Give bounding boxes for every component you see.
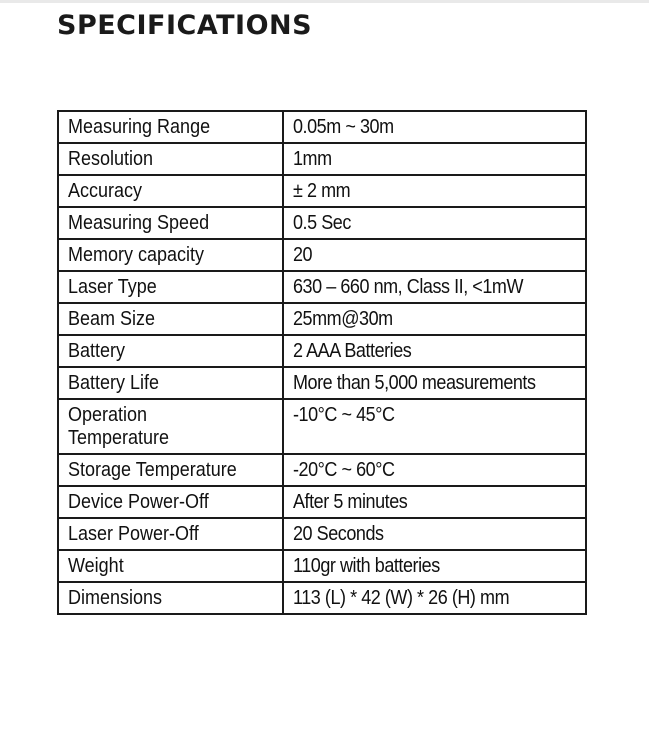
table-row — [58, 207, 586, 239]
specifications-table-body — [58, 111, 586, 614]
table-row — [58, 550, 586, 582]
spec-value: 113 (L) * 42 (W) * 26 (H) mm — [293, 587, 510, 609]
spec-label: Battery — [68, 340, 126, 362]
table-row — [58, 399, 586, 454]
spec-value: 110gr with batteries — [293, 555, 440, 577]
spec-value: -20°C ~ 60°C — [293, 459, 395, 481]
spec-label-cell — [58, 335, 283, 367]
spec-label: Measuring Range — [68, 116, 211, 138]
table-row — [58, 335, 586, 367]
spec-value: ± 2 mm — [293, 180, 351, 202]
spec-label: Resolution — [68, 148, 154, 170]
spec-label-cell — [58, 582, 283, 614]
spec-value-cell — [283, 454, 586, 486]
spec-value: 25mm@30m — [293, 308, 393, 330]
spec-value: 20 — [293, 244, 313, 266]
spec-label: Beam Size — [68, 308, 156, 330]
spec-value-cell — [283, 486, 586, 518]
table-row — [58, 271, 586, 303]
spec-value-cell — [283, 335, 586, 367]
top-divider — [0, 0, 649, 3]
table-row — [58, 111, 586, 143]
spec-label: Weight — [68, 555, 124, 577]
table-row — [58, 454, 586, 486]
spec-label-cell — [58, 550, 283, 582]
spec-label: Storage Temperature — [68, 459, 237, 481]
spec-label: Accuracy — [68, 180, 143, 202]
table-row — [58, 303, 586, 335]
spec-value-cell — [283, 518, 586, 550]
spec-value-cell — [283, 207, 586, 239]
spec-value: More than 5,000 measurements — [293, 372, 536, 394]
spec-label-cell — [58, 303, 283, 335]
table-row — [58, 582, 586, 614]
spec-label-cell — [58, 486, 283, 518]
spec-label-cell — [58, 143, 283, 175]
spec-label-cell — [58, 111, 283, 143]
table-row — [58, 143, 586, 175]
spec-value: After 5 minutes — [293, 491, 408, 513]
spec-value-cell — [283, 303, 586, 335]
spec-label-cell — [58, 271, 283, 303]
spec-label: Device Power-Off — [68, 491, 209, 513]
spec-label-cell — [58, 239, 283, 271]
table-row — [58, 239, 586, 271]
spec-label-cell — [58, 207, 283, 239]
table-row — [58, 367, 586, 399]
spec-label: Battery Life — [68, 372, 160, 394]
spec-value-cell — [283, 143, 586, 175]
spec-value-cell — [283, 111, 586, 143]
spec-value-cell — [283, 582, 586, 614]
spec-label-cell — [58, 399, 283, 454]
spec-label-cell — [58, 518, 283, 550]
specifications-table — [57, 110, 587, 615]
spec-value: 0.05m ~ 30m — [293, 116, 394, 138]
spec-label-cell — [58, 175, 283, 207]
spec-value: 0.5 Sec — [293, 212, 351, 234]
spec-value-cell — [283, 175, 586, 207]
table-row — [58, 486, 586, 518]
spec-value-cell — [283, 271, 586, 303]
spec-value: -10°C ~ 45°C — [293, 404, 395, 426]
spec-value-cell — [283, 550, 586, 582]
spec-value: 20 Seconds — [293, 523, 384, 545]
spec-label: Laser Power-Off — [68, 523, 199, 545]
table-row — [58, 175, 586, 207]
spec-value-cell — [283, 239, 586, 271]
table-row — [58, 518, 586, 550]
spec-label: Measuring Speed — [68, 212, 210, 234]
spec-label: Operation Temperature — [68, 404, 170, 449]
spec-label-cell — [58, 367, 283, 399]
spec-label: Memory capacity — [68, 244, 205, 266]
spec-value: 630 – 660 nm, Class II, <1mW — [293, 276, 524, 298]
page-title: SPECIFICATIONS — [57, 10, 313, 41]
spec-value: 1mm — [293, 148, 332, 170]
spec-value: 2 AAA Batteries — [293, 340, 412, 362]
spec-value-cell — [283, 399, 586, 454]
spec-label: Dimensions — [68, 587, 163, 609]
spec-value-cell — [283, 367, 586, 399]
spec-label-cell — [58, 454, 283, 486]
spec-label: Laser Type — [68, 276, 157, 298]
